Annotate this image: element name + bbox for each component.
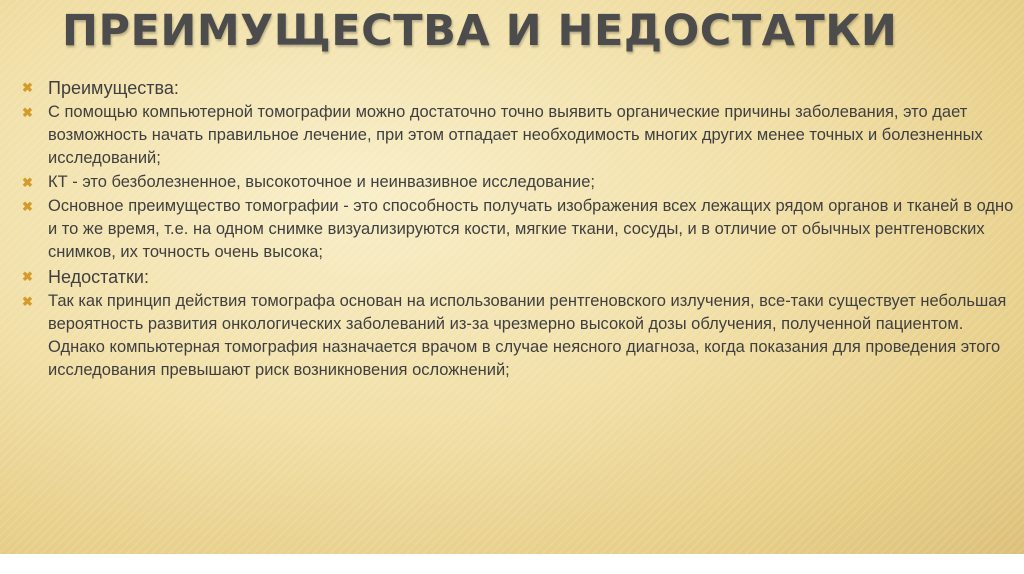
list-item-text: Основное преимущество томографии - это способность получать изображения всех лежащих рядом органов и тканей в одно и то же время, т.е. на одном снимке визуализируются кости, мягкие ткани, сосуды, и в отличие от обычных рентгеновских снимков, их точность очень высока; [48,197,1014,261]
list-item-advantages-heading [18,76,1022,100]
list-item-text: Недостатки: [48,267,149,287]
list-item [18,290,1022,382]
list-item [18,195,1022,264]
bullet-x-icon: ✖ [22,175,33,190]
list-item-text: Так как принцип действия томографа основан на использовании рентгеновского излучения, все-таки существует небольшая вероятность развития онкологических заболеваний из-за чрезмерно высокой дозы облучения, полученной пациентом. Однако компьютерная томография назначается врачом в случае неясного диагноза, когда показания для проведения этого исследования превышают риск возникновения осложнений; [48,292,1007,379]
list-item [18,171,1022,194]
list-item-text: КТ - это безболезненное, высокоточное и неинвазивное исследование; [48,173,595,191]
bullet-x-icon: ✖ [22,105,33,120]
list-item [18,101,1022,170]
bullet-x-icon: ✖ [22,269,33,284]
slide-content [18,76,1022,382]
list-item-text: С помощью компьютерной томографии можно достаточно точно выявить органические причины заболевания, это дает возможность начать правильное лечение, при этом отпадает необходимость многих других менее точных и болезненных исследований; [48,103,983,167]
list-item-text: Преимущества: [48,78,179,98]
bullet-x-icon: ✖ [22,199,33,214]
bullet-x-icon: ✖ [22,294,33,309]
bullet-x-icon: ✖ [22,80,33,95]
slide-title: ПРЕИМУЩЕСТВА И НЕДОСТАТКИ [62,6,898,56]
list-item-disadvantages-heading [18,265,1022,289]
